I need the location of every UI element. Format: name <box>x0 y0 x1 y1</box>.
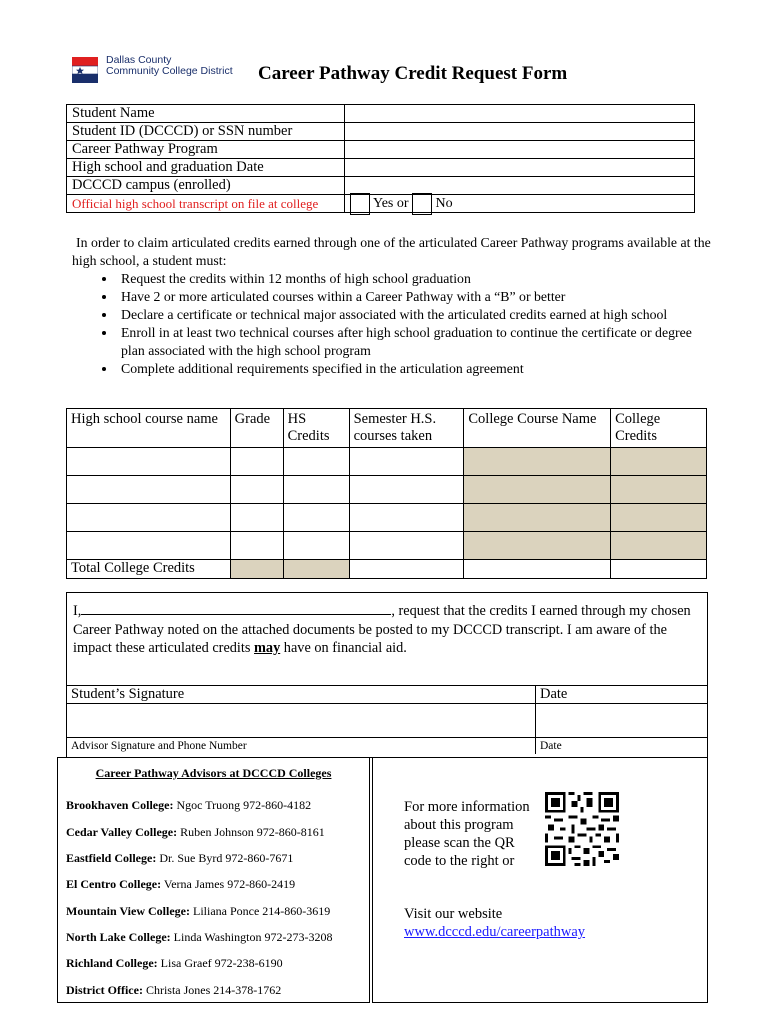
table-cell[interactable] <box>230 448 283 476</box>
student-signature-label: Student’s Signature <box>67 686 536 704</box>
college-name: Cedar Valley College: <box>66 825 178 839</box>
no-label: No <box>435 196 453 211</box>
more-info-text: For more information about this program please scan the QR code to the right or <box>404 799 530 869</box>
col-header-college-credits: College Credits <box>611 409 707 448</box>
table-cell[interactable] <box>283 448 349 476</box>
list-item <box>66 798 311 813</box>
table-cell-shaded[interactable] <box>611 504 707 532</box>
logo-line2: Community College District <box>106 65 233 77</box>
page-title: Career Pathway Credit Request Form <box>258 63 568 84</box>
table-cell-shaded[interactable] <box>611 532 707 560</box>
table-cell-shaded[interactable] <box>464 504 611 532</box>
table-cell[interactable] <box>349 532 464 560</box>
student-name-label: Student Name <box>67 105 345 123</box>
pathway-program-field[interactable] <box>345 141 695 159</box>
table-cell-shaded[interactable] <box>464 476 611 504</box>
campus-field[interactable] <box>345 177 695 195</box>
advisor-signature-label: Advisor Signature and Phone Number <box>67 738 536 754</box>
student-id-label: Student ID (DCCCD) or SSN number <box>67 123 345 141</box>
list-item: • Request the credits within 12 months of high school graduation <box>117 270 712 288</box>
list-item: • Enroll in at least two technical courses after high school graduation to continue the certificate or degree plan associated with the high school program <box>117 324 712 360</box>
advisor-contact: Liliana Ponce 214-860-3619 <box>190 904 331 918</box>
signature-table <box>67 685 707 754</box>
request-section <box>66 592 708 758</box>
table-cell[interactable] <box>230 504 283 532</box>
requirements-list <box>72 270 712 378</box>
website-link[interactable]: www.dcccd.edu/careerpathway <box>404 924 586 940</box>
col-header-hs-credits: HS Credits <box>283 409 349 448</box>
col-header-college-course: College Course Name <box>464 409 611 448</box>
list-item <box>66 983 281 998</box>
date-label: Date <box>536 686 708 704</box>
list-item <box>66 825 325 840</box>
list-item <box>66 930 332 945</box>
table-cell[interactable] <box>67 532 231 560</box>
college-name: El Centro College: <box>66 877 162 891</box>
college-name: North Lake College: <box>66 930 171 944</box>
visit-section <box>404 905 585 941</box>
campus-label: DCCCD campus (enrolled) <box>67 177 345 195</box>
advisor-contact: Christa Jones 214-378-1762 <box>142 983 282 997</box>
course-table <box>66 408 707 579</box>
list-item <box>66 956 283 971</box>
table-cell[interactable] <box>349 476 464 504</box>
info-box <box>372 757 708 1003</box>
pathway-program-label: Career Pathway Program <box>67 141 345 159</box>
student-signature-field[interactable] <box>67 704 536 738</box>
student-info-table <box>66 104 695 213</box>
visit-label: Visit our website <box>404 906 503 922</box>
may-emphasis: may <box>254 640 281 656</box>
list-item: • Declare a certificate or technical major associated with the articulated credits earned at high school <box>117 306 712 324</box>
table-cell <box>464 560 611 579</box>
list-item <box>66 877 295 892</box>
advisors-box <box>57 757 370 1003</box>
list-item <box>66 851 293 866</box>
list-item: • Complete additional requirements specified in the articulation agreement <box>117 360 712 378</box>
requirements-section <box>72 234 712 378</box>
table-cell[interactable] <box>283 504 349 532</box>
table-cell[interactable] <box>283 532 349 560</box>
advisor-contact: Ruben Johnson 972-860-8161 <box>177 825 325 839</box>
table-cell-shaded[interactable] <box>464 448 611 476</box>
transcript-choice <box>345 195 695 213</box>
table-row <box>67 476 707 504</box>
list-item: • Have 2 or more articulated courses within a Career Pathway with a “B” or better <box>117 288 712 306</box>
table-cell[interactable] <box>349 504 464 532</box>
advisor-contact: Lisa Graef 972-238-6190 <box>157 956 283 970</box>
table-cell <box>349 560 464 579</box>
graduation-date-field[interactable] <box>345 159 695 177</box>
student-id-field[interactable] <box>345 123 695 141</box>
advisor-date-label: Date <box>536 738 708 754</box>
college-name: Brookhaven College: <box>66 798 174 812</box>
table-cell[interactable] <box>67 448 231 476</box>
table-cell[interactable] <box>349 448 464 476</box>
col-header-grade: Grade <box>230 409 283 448</box>
qr-code-icon[interactable] <box>545 792 619 866</box>
table-row <box>67 532 707 560</box>
college-name: Richland College: <box>66 956 158 970</box>
logo-text <box>106 55 233 77</box>
request-prefix: I, <box>73 603 82 619</box>
table-cell[interactable] <box>230 532 283 560</box>
advisor-contact: Verna James 972-860-2419 <box>161 877 296 891</box>
request-body: , request that the credits I earned through my chosen Career Pathway noted on the attached documents be posted to my DCCCD transcript. I am aware of the impact these articulated credits <box>73 603 691 656</box>
college-name: Eastfield College: <box>66 851 157 865</box>
table-cell-shaded <box>230 560 283 579</box>
total-credits-field[interactable] <box>611 560 707 579</box>
table-cell[interactable] <box>230 476 283 504</box>
col-header-semester: Semester H.S. courses taken <box>349 409 464 448</box>
table-cell-shaded[interactable] <box>611 476 707 504</box>
request-statement <box>73 601 693 658</box>
table-cell[interactable] <box>283 476 349 504</box>
student-name-field[interactable] <box>345 105 695 123</box>
table-row <box>67 504 707 532</box>
transcript-label: Official high school transcript on file at college <box>67 195 345 213</box>
table-cell[interactable] <box>67 504 231 532</box>
total-row <box>67 560 707 579</box>
advisor-contact: Dr. Sue Byrd 972-860-7671 <box>156 851 294 865</box>
yes-checkbox[interactable] <box>350 193 370 215</box>
table-cell-shaded[interactable] <box>611 448 707 476</box>
requirements-intro: In order to claim articulated credits earned through one of the articulated Career Pathway programs available at the high school, a student must: <box>72 235 711 268</box>
logo-line1: Dallas County <box>106 54 172 66</box>
dcccd-logo-icon <box>72 57 98 83</box>
list-item <box>66 904 330 919</box>
table-cell-shaded[interactable] <box>464 532 611 560</box>
name-blank[interactable] <box>81 601 391 615</box>
table-cell[interactable] <box>67 476 231 504</box>
advisors-title: Career Pathway Advisors at DCCCD Colleges <box>95 766 332 780</box>
total-label: Total College Credits <box>67 560 231 579</box>
yes-label: Yes or <box>372 196 409 211</box>
advisor-contact: Ngoc Truong 972-860-4182 <box>173 798 312 812</box>
table-row <box>67 448 707 476</box>
col-header-course: High school course name <box>67 409 231 448</box>
college-name: Mountain View College: <box>66 904 190 918</box>
request-suffix: have on financial aid. <box>280 640 407 656</box>
advisor-contact: Linda Washington 972-273-3208 <box>170 930 333 944</box>
no-checkbox[interactable] <box>412 193 432 215</box>
college-name: District Office: <box>66 983 143 997</box>
graduation-date-label: High school and graduation Date <box>67 159 345 177</box>
table-cell-shaded <box>283 560 349 579</box>
student-date-field[interactable] <box>536 704 708 738</box>
